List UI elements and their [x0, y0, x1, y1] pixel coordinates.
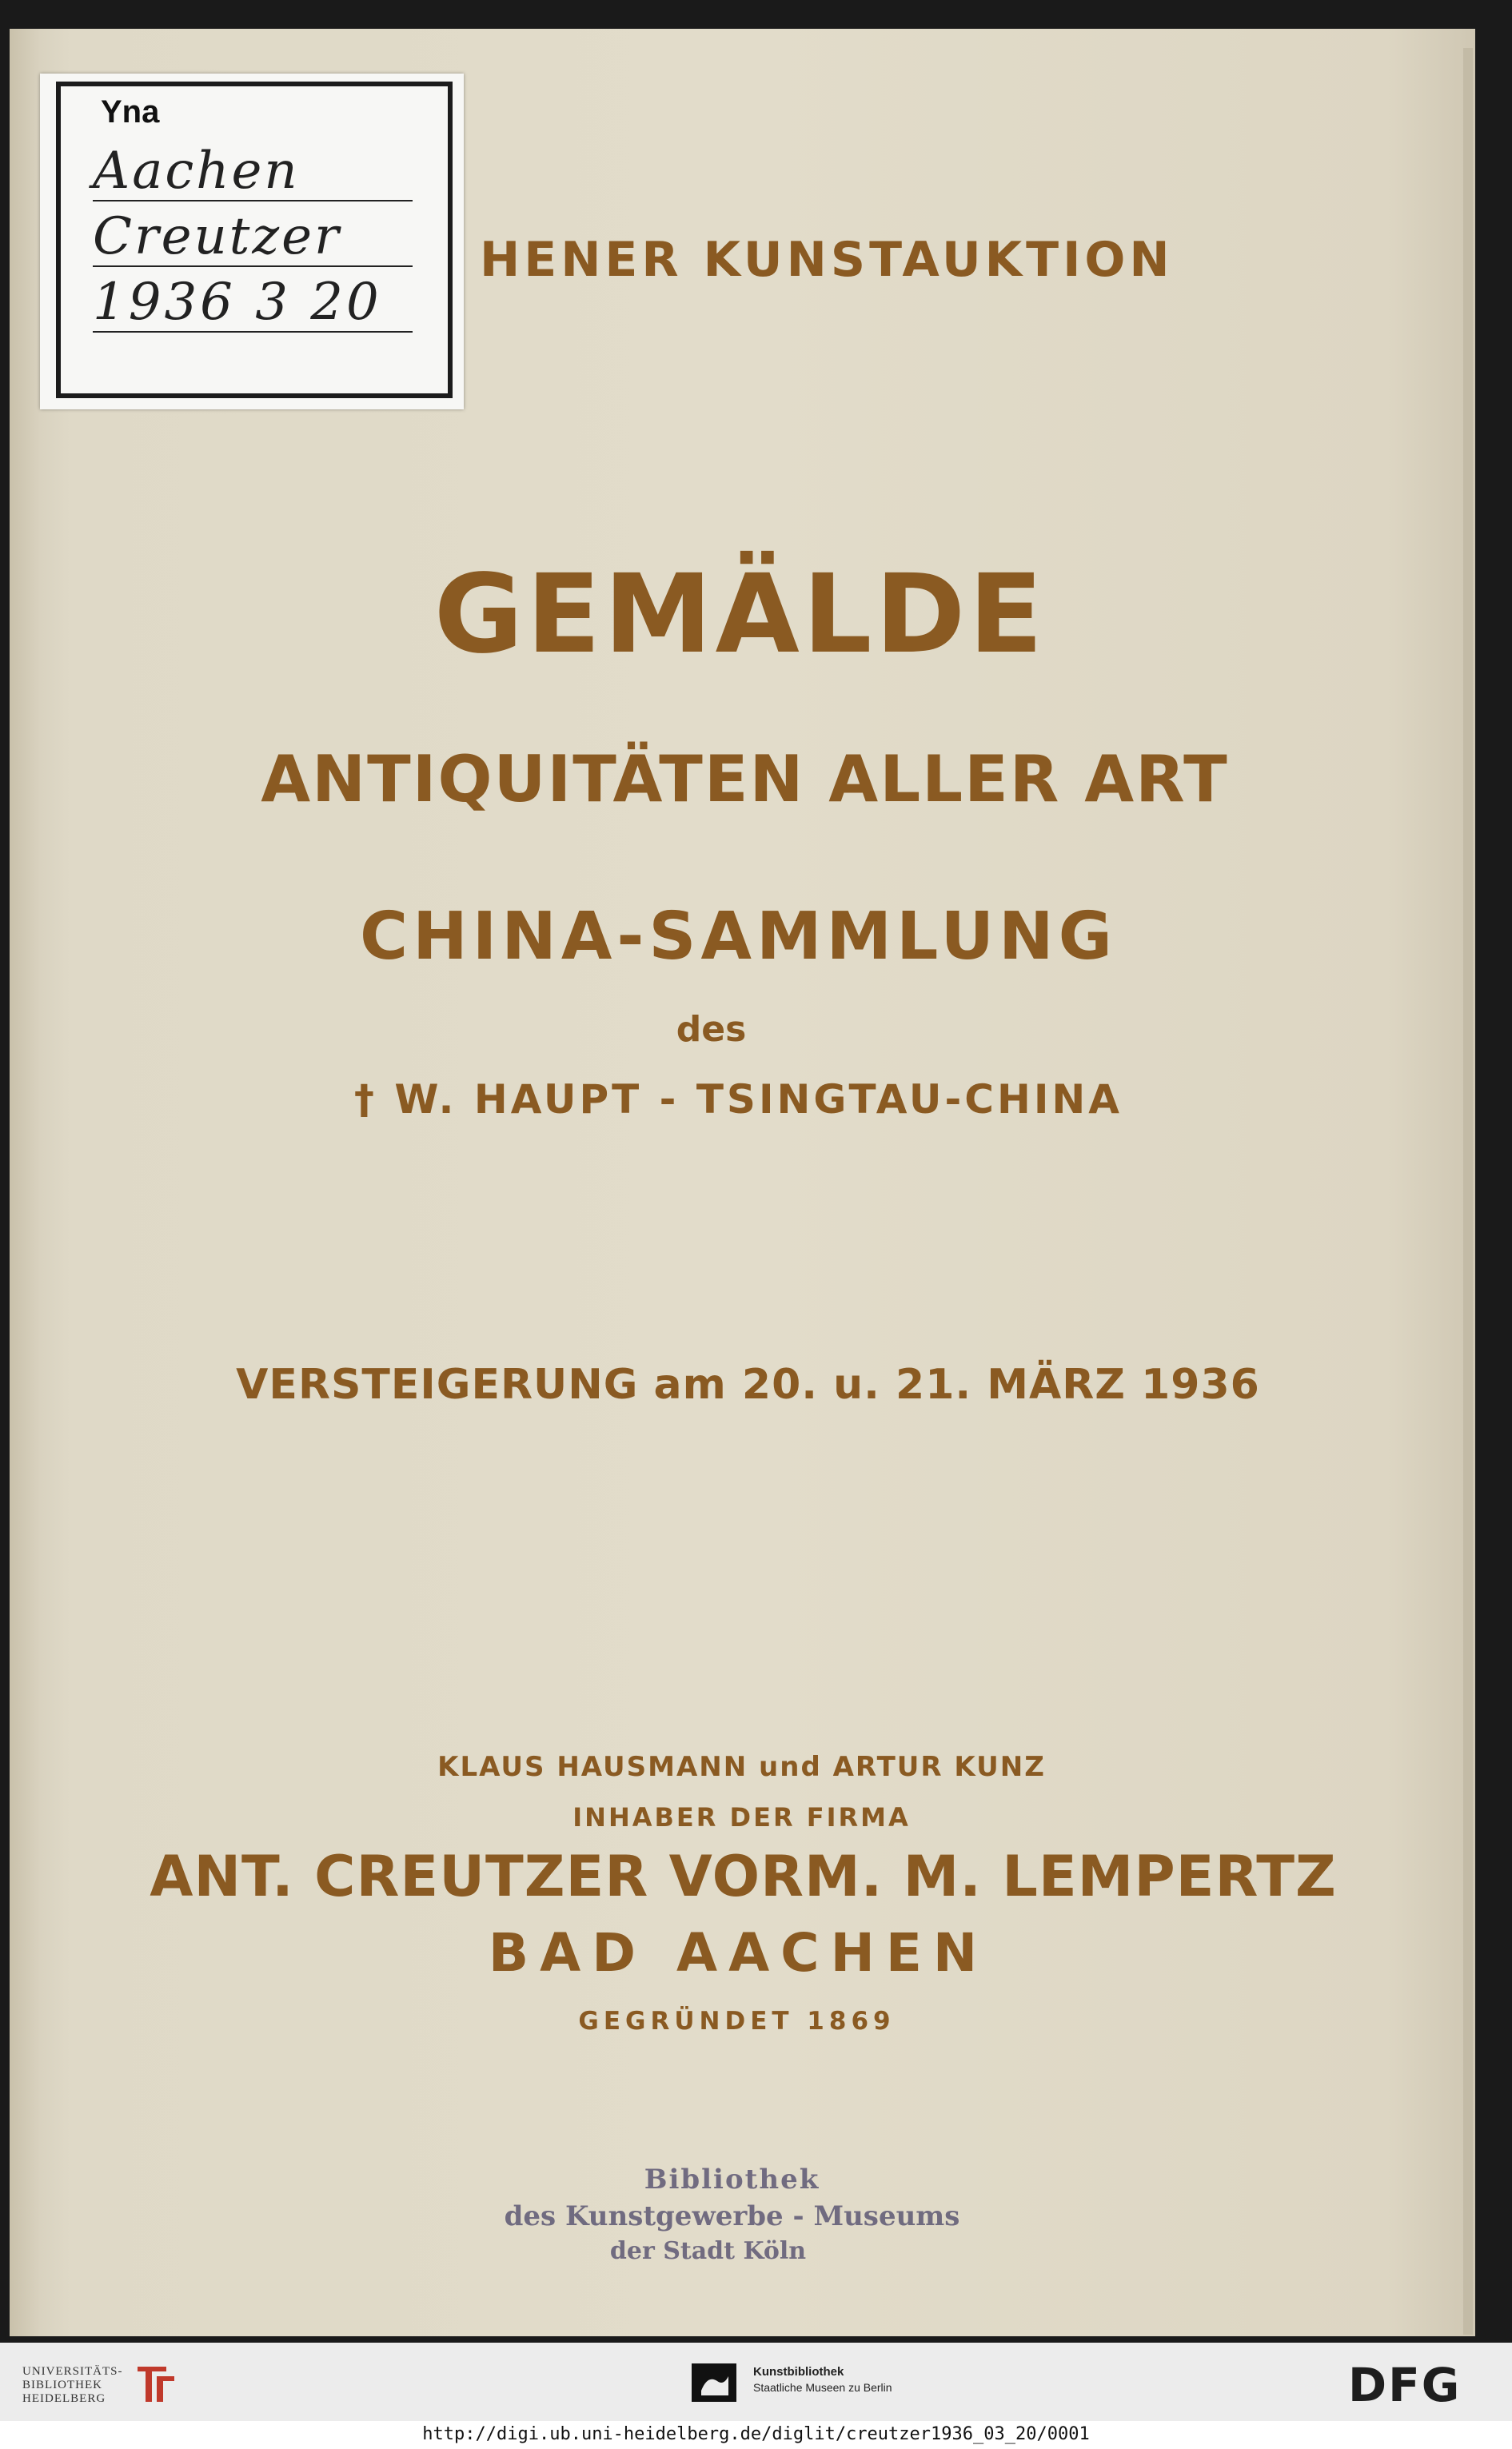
library-stamp-line2: des Kunstgewerbe - Museums	[504, 2200, 960, 2232]
auction-date: VERSTEIGERUNG am 20. u. 21. MÄRZ 1936	[236, 1361, 1260, 1409]
cover-spine	[10, 29, 40, 2336]
firm-name: ANT. CREUTZER VORM. M. LEMPERTZ	[150, 1844, 1337, 1909]
cover-edge	[1463, 48, 1473, 2335]
library-stamp-line3: der Stadt Köln	[609, 2237, 807, 2265]
kb-title: Kunstbibliothek	[753, 2365, 844, 2379]
permalink-url[interactable]: http://digi.ub.uni-heidelberg.de/diglit/creutzer1936_03_20/0001	[422, 2424, 1090, 2444]
heidelberg-library-text[interactable]	[22, 2365, 123, 2406]
dfg-logo[interactable]: DFG	[1348, 2358, 1462, 2412]
url-bar	[0, 2421, 1512, 2449]
founded-year: GEGRÜNDET 1869	[578, 2007, 896, 2036]
shelf-label-date: 1936 3 20	[93, 273, 413, 333]
kb-subtitle: Staatliche Museen zu Berlin	[753, 2381, 892, 2394]
uni-line: BIBLIOTHEK	[22, 2379, 102, 2391]
collector-name: † W. HAUPT - TSINGTAU-CHINA	[354, 1076, 1123, 1123]
kunstbibliothek-logo-icon[interactable]	[692, 2363, 736, 2402]
owner-role: INHABER DER FIRMA	[572, 1802, 911, 1833]
subtitle-antiques: ANTIQUITÄTEN ALLER ART	[261, 742, 1229, 816]
owners: KLAUS HAUSMANN und ARTUR KUNZ	[437, 1751, 1046, 1783]
subtitle-china: CHINA-SAMMLUNG	[359, 899, 1117, 975]
library-stamp-line1: Bibliothek	[644, 2164, 820, 2196]
shelf-code: Yna	[101, 94, 160, 130]
uni-line: UNIVERSITÄTS-	[22, 2365, 123, 2378]
uni-line: HEIDELBERG	[22, 2392, 106, 2405]
main-title: GEMÄLDE	[433, 552, 1047, 678]
shelf-label-firm: Creutzer	[93, 208, 413, 267]
footer-bar	[0, 2343, 1512, 2421]
series-title: HENER KUNSTAUKTION	[480, 232, 1174, 288]
firm-city: BAD AACHEN	[488, 1922, 989, 1984]
shelf-label-frame	[56, 82, 453, 398]
kunstbibliothek-text[interactable]	[753, 2365, 892, 2394]
word-des: des	[676, 1009, 747, 1050]
shelf-label	[40, 74, 464, 409]
heidelberg-logo-icon[interactable]	[134, 2362, 179, 2405]
shelf-label-city: Aachen	[93, 142, 413, 201]
